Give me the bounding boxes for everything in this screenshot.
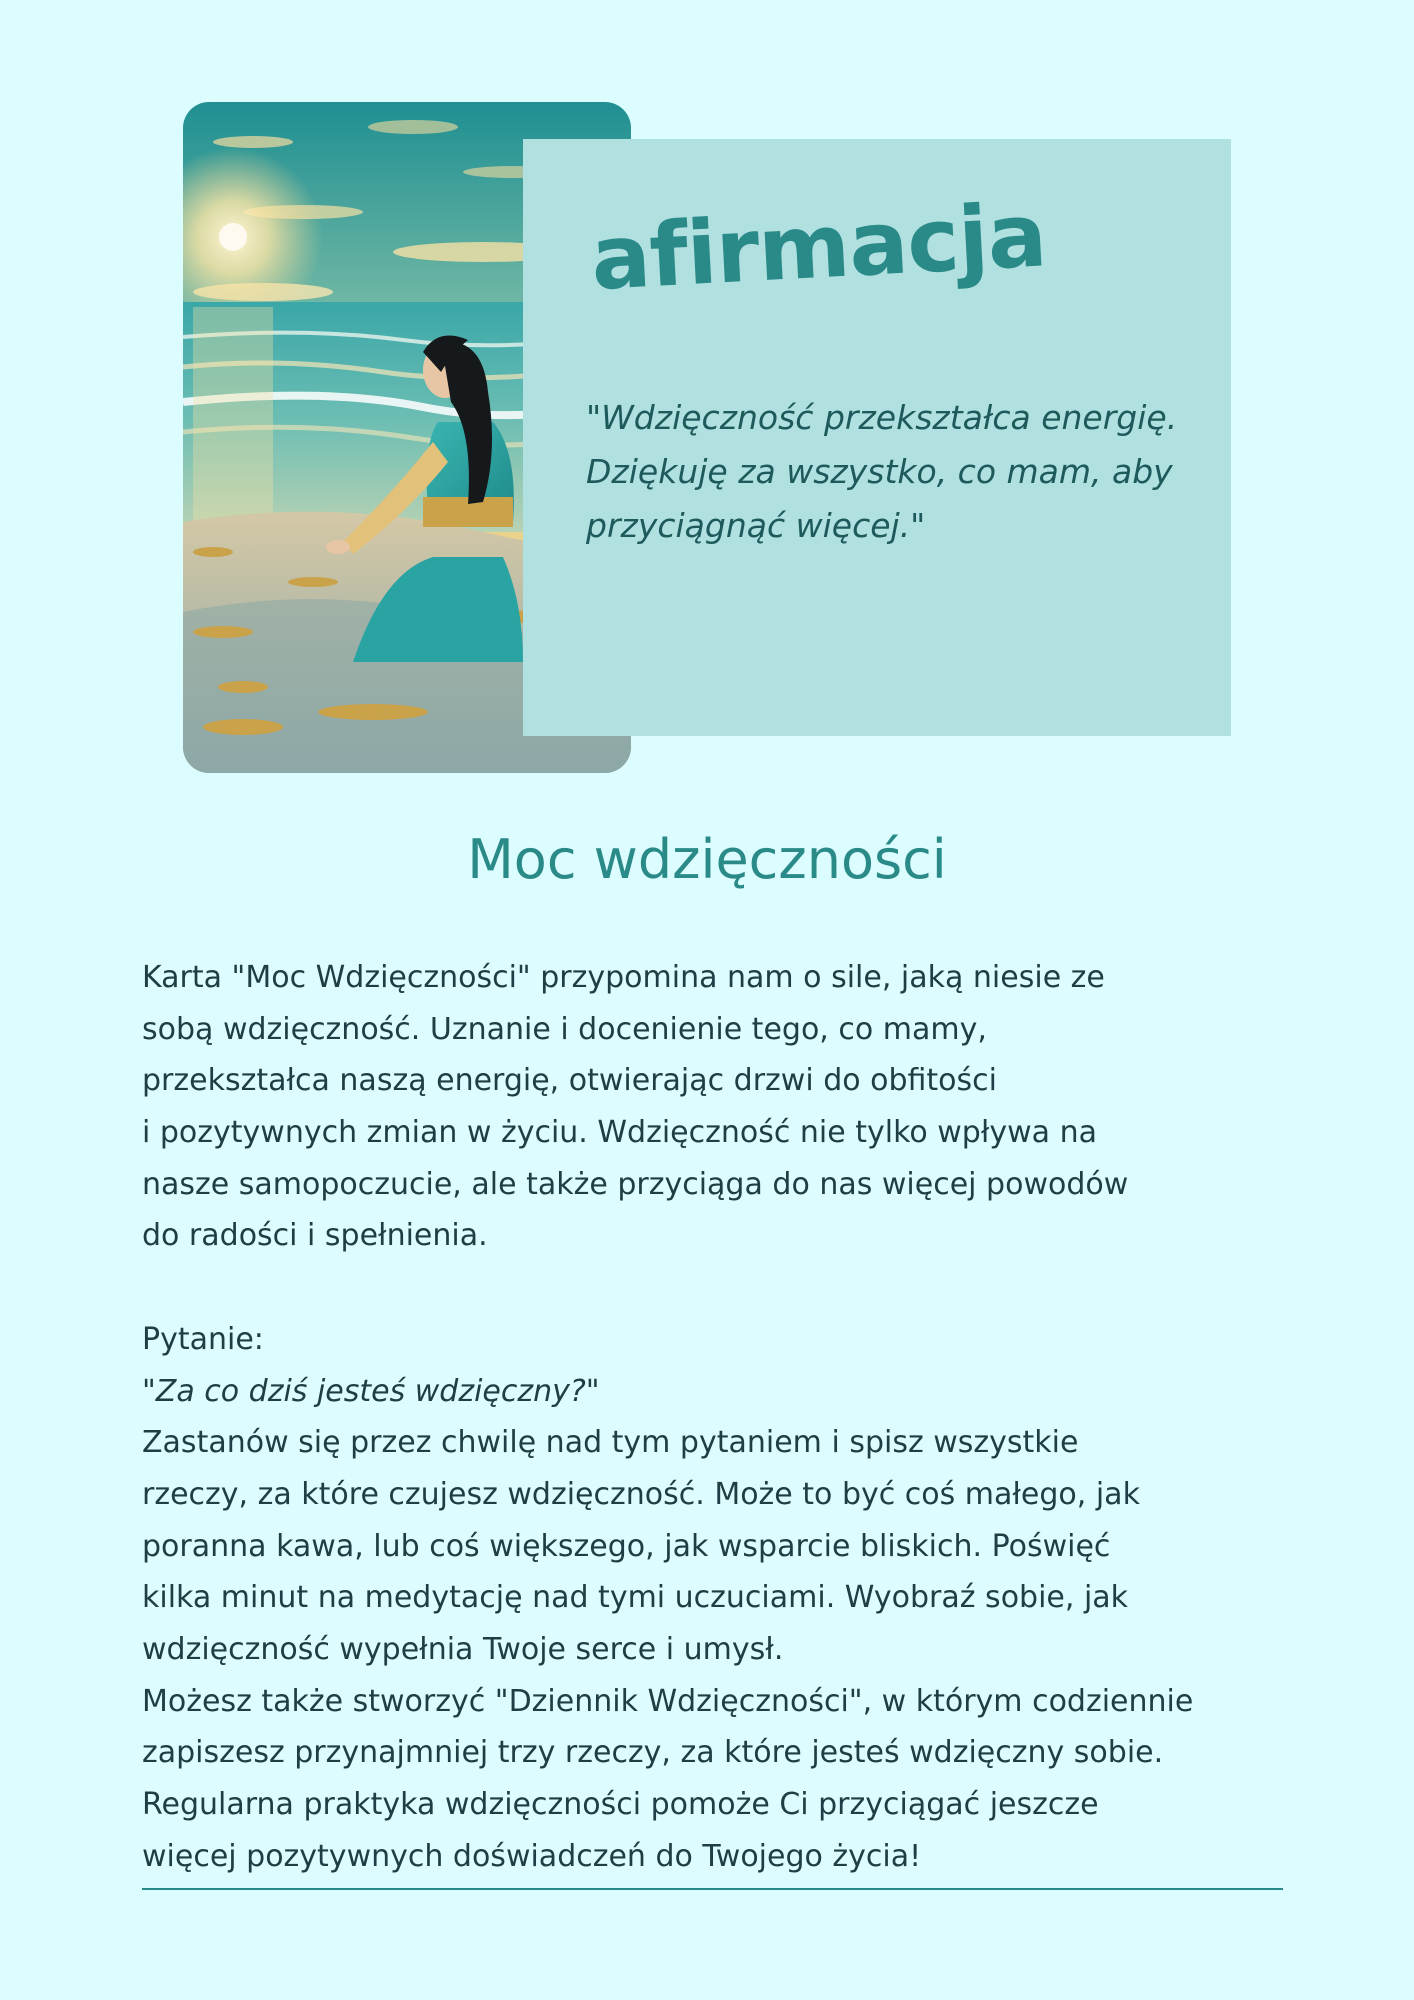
affirmation-panel (523, 139, 1231, 736)
paragraph-spacer (142, 1262, 1292, 1314)
affirmation-title: afirmacja (588, 183, 1049, 310)
affirmation-quote: "Wdzięczność przekształca energię. Dziękuję za wszystko, co mam, aby przyciągnąć więcej." (586, 398, 1178, 545)
card-description (142, 952, 1292, 1882)
bottom-divider (142, 1888, 1283, 1890)
exercise-line: zapiszesz przynajmniej trzy rzeczy, za które jesteś wdzięczny sobie. (142, 1735, 1164, 1771)
intro-line: przekształca naszą energię, otwierając drzwi do obfitości (142, 1063, 997, 1099)
exercise-line: Możesz także stworzyć "Dziennik Wdzięczności", w którym codziennie (142, 1683, 1194, 1719)
exercise-line: wdzięczność wypełnia Twoje serce i umysł. (142, 1631, 784, 1667)
intro-line: Karta "Moc Wdzięczności" przypomina nam o sile, jaką niesie ze (142, 960, 1105, 995)
exercise-line: poranna kawa, lub coś większego, jak wsparcie bliskich. Poświęć (142, 1528, 1111, 1564)
intro-line: i pozytywnych zmian w życiu. Wdzięczność nie tylko wpływa na (142, 1115, 1097, 1151)
exercise-line: kilka minut na medytację nad tymi uczuciami. Wyobraź sobie, jak (142, 1580, 1129, 1616)
exercise-line: Zastanów się przez chwilę nad tym pytaniem i spisz wszystkie (142, 1425, 1079, 1461)
intro-line: sobą wdzięczność. Uznanie i docenienie tego, co mamy, (142, 1011, 987, 1047)
section-title: Moc wdzięczności (467, 828, 947, 891)
exercise-line: więcej pozytywnych doświadczeń do Twojego życia! (142, 1838, 922, 1874)
question-label: Pytanie: (142, 1321, 264, 1357)
intro-line: nasze samopoczucie, ale także przyciąga do nas więcej powodów (142, 1166, 1129, 1202)
intro-line: do radości i spełnienia. (142, 1218, 488, 1254)
question-text: "Za co dziś jesteś wdzięczny?" (142, 1373, 600, 1409)
exercise-line: Regularna praktyka wdzięczności pomoże Ci przyciągać jeszcze (142, 1787, 1099, 1822)
exercise-line: rzeczy, za które czujesz wdzięczność. Może to być coś małego, jak (142, 1476, 1140, 1512)
